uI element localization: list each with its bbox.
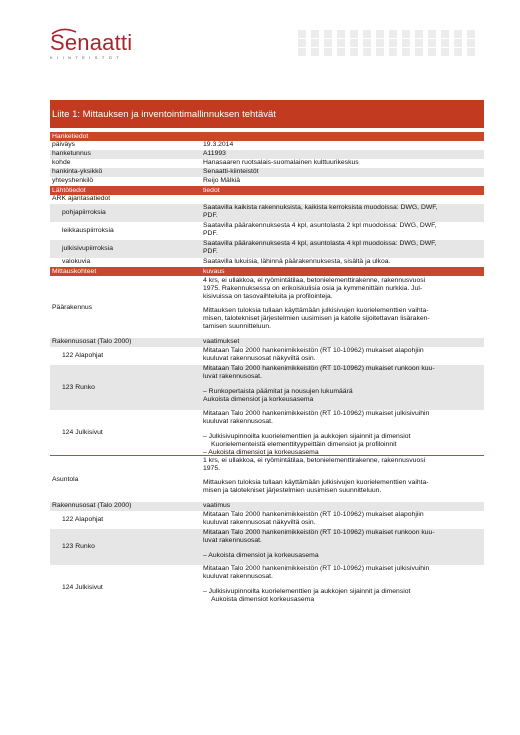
- hanketiedot-rows: [50, 141, 484, 186]
- rakennusosat-header-1: Rakennusosat (Talo 2000) vaatimukset: [50, 338, 484, 347]
- hanke-row: hankinta-yksikkö Senaatti-kiinteistöt: [50, 168, 484, 177]
- section-header-mittauskohteet: Mittauskohteet kuvaus: [50, 267, 484, 276]
- lahtotiedot-rows: [50, 204, 484, 267]
- paarakennus-row: Päärakennus 4 krs, ei ullakkoa, ei ryömintätilaa, betonielementtirakenne, rakennusvuosi 1975. Rakennuksessa on erikoiskulisia osia ja kymmenittäin nurkkia. Jul- kisivuissa on tasovaihteluita ja profilointeja. Mittauksen tuloksia tullaan käyttämään julkisivujen kuorielementtien vaihta- misen, talotekniset järjestelmien uusimisen ja katolle sijoitettavan lisäraken- tamisen suunnitteluun.: [52, 277, 430, 330]
- section-header-hanketiedot: Hanketiedot: [50, 132, 484, 141]
- rakennusosat-header-2: Rakennusosat (Talo 2000) vaatimus: [50, 502, 484, 511]
- lahto-row: leikkauspiirroksia Saatavilla päärakennuksesta 4 kpl, asuntolasta 2 kpl muodoissa: DWG, DWF, PDF.: [62, 222, 437, 237]
- document-title: Liite 1: Mittauksen ja inventointimallinnuksen tehtävät: [50, 100, 484, 128]
- lahto-row: valokuvia Saatavilla lukuisia, lähinnä päärakennuksesta, sisältä ja ulkoa.: [62, 258, 391, 265]
- hanke-row: hanketunnus A11993: [50, 150, 484, 159]
- alapohjat-row-1: 122 Alapohjat Mitataan Talo 2000 hankenimikkeistön (RT 10-10962) mukaiset alapohjiin kuuluvat rakennusosat näkyviltä osin.: [62, 347, 424, 362]
- lahto-row: julkisivupiirroksia Saatavilla päärakennuksesta 4 kpl, asuntolasta 4 kpl muodoissa: DWG, DWF, PDF.: [50, 240, 484, 258]
- asuntola-row: Asuntola 1 krs, ei ullakkoa, ei ryömintätilaa, betonielementtirakenne, rakennusvuosi 1975. Mittauksen tuloksia tullaan käyttämään julkisivujen kuorielementtien vaihta- misen ja talotekniset järjestelmien uusimisen suunnitteluun.: [52, 457, 429, 494]
- paarakennus-label: Päärakennus: [52, 304, 93, 311]
- hanke-row: yhteyshenkilö Reijo Mälkiä: [52, 177, 241, 184]
- lahto-row: pohjapiirroksia Saatavilla kaikista rakennuksista, kaikista kerroksista muodoissa: DWG, DWF, PDF.: [50, 204, 484, 222]
- ark-heading: ARK ajantasatiedot: [52, 195, 111, 202]
- hanke-row: kohde Hanasaaren ruotsalais-suomalainen kulttuurikeskus: [52, 159, 359, 166]
- julkisivut-row-1: 124 Julkisivut Mitataan Talo 2000 hankenimikkeistön (RT 10-10962) mukaiset julkisivuihin kuuluvat rakennusosat. – Julkisivupinnoilta kuorielementtien ja aukkojen sijainnit ja dimensiot Kuorielementeistä elementtityypeittäin dimensiot ja profiloinnit – Aukoista dimensiot ja korkeusasema: [62, 410, 430, 456]
- asuntola-label: Asuntola: [52, 476, 79, 483]
- hanke-row: päiväys 19.3.2014: [52, 141, 234, 148]
- alapohjat-row-2: 122 Alapohjat Mitataan Talo 2000 hankenimikkeistön (RT 10-10962) mukaiset alapohjiin kuuluvat rakennusosat näkyviltä osin.: [62, 511, 424, 526]
- section-header-lahtotiedot: Lähtötiedot tiedot: [50, 186, 484, 195]
- runko-row-2: 123 Runko Mitataan Talo 2000 hankenimikkeistön (RT 10-10962) mukaiset runkoon kuu- luvat rakennusosat. – Aukoista dimensiot ja korkeusasema: [50, 529, 484, 565]
- document-table: [50, 100, 484, 611]
- logo-subtext: KIINTEISTÖT: [50, 55, 124, 60]
- runko-row-1: 123 Runko Mitataan Talo 2000 hankenimikkeistön (RT 10-10962) mukaiset runkoon kuu- luvat rakennusosat. – Runkopertaista päämitat ja nousujen lukumäärä Aukoista dimensiot ja korkeusasema: [50, 365, 484, 410]
- logo-text: Senaatti: [50, 30, 133, 55]
- julkisivut-row-2: 124 Julkisivut Mitataan Talo 2000 hankenimikkeistön (RT 10-10962) mukaiset julkisivuihin kuuluvat rakennusosat. – Julkisivupinnoilta kuorielementtien ja aukkojen sijainnit ja dimensiot Aukoista dimensiot korkeusasema: [62, 565, 430, 603]
